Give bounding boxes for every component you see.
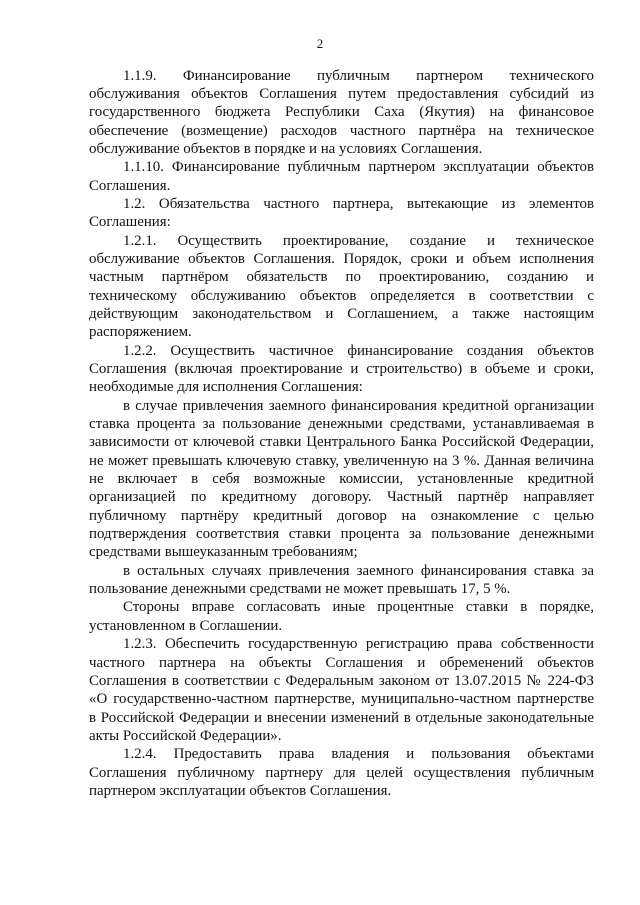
paragraph-1-1-10: 1.1.10. Финансирование публичным партнером эксплуатации объектов Соглашения. <box>89 159 594 194</box>
paragraph-parties-rates: Стороны вправе согласовать иные процентные ставки в порядке, установленном в Соглашении. <box>89 599 594 634</box>
paragraph-1-2-2: 1.2.2. Осуществить частичное финансирование создания объектов Соглашения (включая проектирование и строительство) в объеме и сроки, необходимые для исполнения Соглашения: <box>89 342 594 396</box>
paragraph-1-2-4: 1.2.4. Предоставить права владения и пользования объектами Соглашения публичному партнеру для целей осуществления публичным партнером эксплуатации объектов Соглашения. <box>89 746 594 799</box>
paragraph-other-cases: в остальных случаях привлечения заемного финансирования ставка за пользование денежными средствами не может превышать 17, 5 %. <box>89 562 594 598</box>
paragraph-1-2-3: 1.2.3. Обеспечить государственную регистрацию права собственности частного партнера на объекты Соглашения и обременений объектов Соглашения в соответствии с Федеральным законом от 13.07.2015 № 224-ФЗ «О государственно-частном партнерстве, муниципально-частном партнерстве в Российской Федерации и внесении изменений в отдельные законодательные акты Российской Федерации». <box>89 636 594 744</box>
page-number: 2 <box>316 36 324 51</box>
paragraph-credit-rate: в случае привлечения заемного финансирования кредитной организации ставка процента за пользование денежными средствами, устанавливаемая в зависимости от ключевой ставки Центрального Банка Российской Федерации, не может превышать ключевую ставку, увеличенную на 3 %. Данная величина не включает в себя возможные комиссии, установленные кредитной организацией по кредитному договору. Частный партнёр направляет публичному партнёру кредитный договор на ознакомление с целью подтверждения соответствия ставки процента за пользование денежными средствами вышеуказанным требованиям; <box>89 397 594 561</box>
paragraph-1-1-9: 1.1.9. Финансирование публичным партнером технического обслуживания объектов Соглашения путем предоставления субсидий из государственного бюджета Республики Саха (Якутия) на финансовое обеспечение (возмещение) расходов частного партнёра на техническое обслуживание объектов в порядке и на условиях Соглашения. <box>89 67 594 157</box>
document-body <box>89 67 594 801</box>
paragraph-1-2: 1.2. Обязательства частного партнера, вытекающие из элементов Соглашения: <box>89 195 594 231</box>
paragraph-1-2-1: 1.2.1. Осуществить проектирование, создание и техническое обслуживание объектов Соглашения. Порядок, сроки и объем исполнения частным партнёром обязательств по проектированию, созданию и техническому обслуживанию объектов определяется в соответствии с действующим законодательством и Соглашением, а также настоящим распоряжением. <box>89 232 594 341</box>
